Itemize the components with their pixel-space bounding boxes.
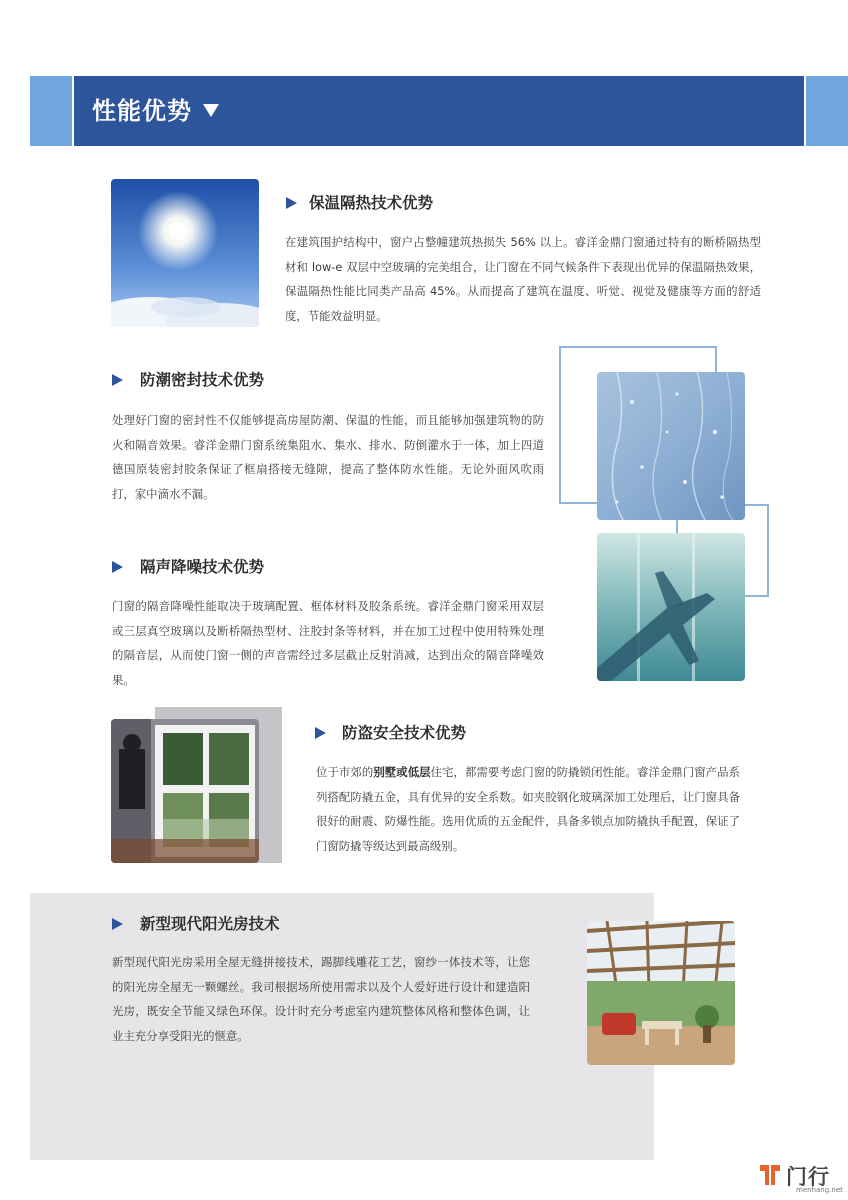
header-band-right <box>806 76 848 146</box>
section-heading-sunroom: 新型现代阳光房技术 <box>140 915 280 933</box>
bullet-triangle-icon <box>315 727 326 739</box>
security-text-bold: 别墅或低层 <box>373 765 431 779</box>
header-band-left <box>30 76 72 146</box>
section-heading-insulation: 保温隔热技术优势 <box>309 194 434 212</box>
bullet-triangle-icon <box>286 197 297 209</box>
section-body-sunroom: 新型现代阳光房采用全屋无缝拼接技术，踢脚线雕花工艺，窗纱一体技术等，让您的阳光房全屋无一颗螺丝。我司根据场所使用需求以及个人爱好进行设计和建造阳光房，既安全节能又绿色环保。设计时充分考虑室内建筑整体风格和整体色调，让业主充分享受阳光的惬意。 <box>112 955 530 1043</box>
security-text-after: 住宅，都需要考虑门窗的防撬锁闭性能。睿洋金鼎门窗产品系列搭配防撬五金，具有优异的安全系数。如夹胶钢化玻璃深加工处理后，让门窗具备很好的耐震、防爆性能。选用优质的五金配件，具备多锁点加防撬执手配置，保证了门窗防撬等级达到最高级别。 <box>316 765 740 853</box>
bullet-triangle-icon <box>112 374 123 386</box>
sun-sky-image <box>111 179 259 327</box>
logo-url: menhang.net <box>796 1186 843 1194</box>
section-body-insulation: 在建筑围护结构中，窗户占整幢建筑热损失 56% 以上。睿洋金鼎门窗通过特有的断桥隔热型材和 low-e 双层中空玻璃的完美组合，让门窗在不同气候条件下表现出优异的保温隔热效果，保温隔热性能比同类产品高 45%。从而提高了建筑在温度、听觉、视觉及健康等方面的舒适度，节能效益明显。 <box>285 235 761 323</box>
section-heading-acoustic: 隔声降噪技术优势 <box>140 558 265 576</box>
logo-name: 门行 <box>786 1165 830 1189</box>
security-text-before: 位于市郊的 <box>316 765 374 779</box>
menhang-logo-icon <box>758 1163 782 1187</box>
page-title: 性能优势 <box>92 97 192 125</box>
section-body-security <box>316 760 740 858</box>
airplane-glass-image <box>597 533 745 681</box>
rain-glass-image <box>597 372 745 520</box>
triangle-down-icon <box>203 104 219 117</box>
window-intruder-image <box>111 719 259 863</box>
section-body-acoustic: 门窗的隔音降噪性能取决于玻璃配置、框体材料及胶条系统。睿洋金鼎门窗采用双层或三层真空玻璃以及断桥隔热型材、注胶封条等材料，并在加工过程中使用特殊处理的隔音层，从而使门窗一侧的声音需经过多层截止反射消减，达到出众的隔音降噪效果。 <box>112 599 544 687</box>
section-heading-sealing: 防潮密封技术优势 <box>140 371 265 389</box>
bullet-triangle-icon <box>112 561 123 573</box>
section-body-sealing: 处理好门窗的密封性不仅能够提高房屋防潮、保温的性能，而且能够加强建筑物的防火和隔音效果。睿洋金鼎门窗系统集阻水、集水、排水、防倒灌水于一体，加上四道德国原装密封胶条保证了框扇搭接无缝隙，提高了整体防水性能。无论外面风吹雨打，家中滴水不漏。 <box>112 413 544 501</box>
bullet-triangle-icon <box>112 918 123 930</box>
sunroom-image <box>587 921 735 1065</box>
section-heading-security: 防盗安全技术优势 <box>342 724 467 742</box>
